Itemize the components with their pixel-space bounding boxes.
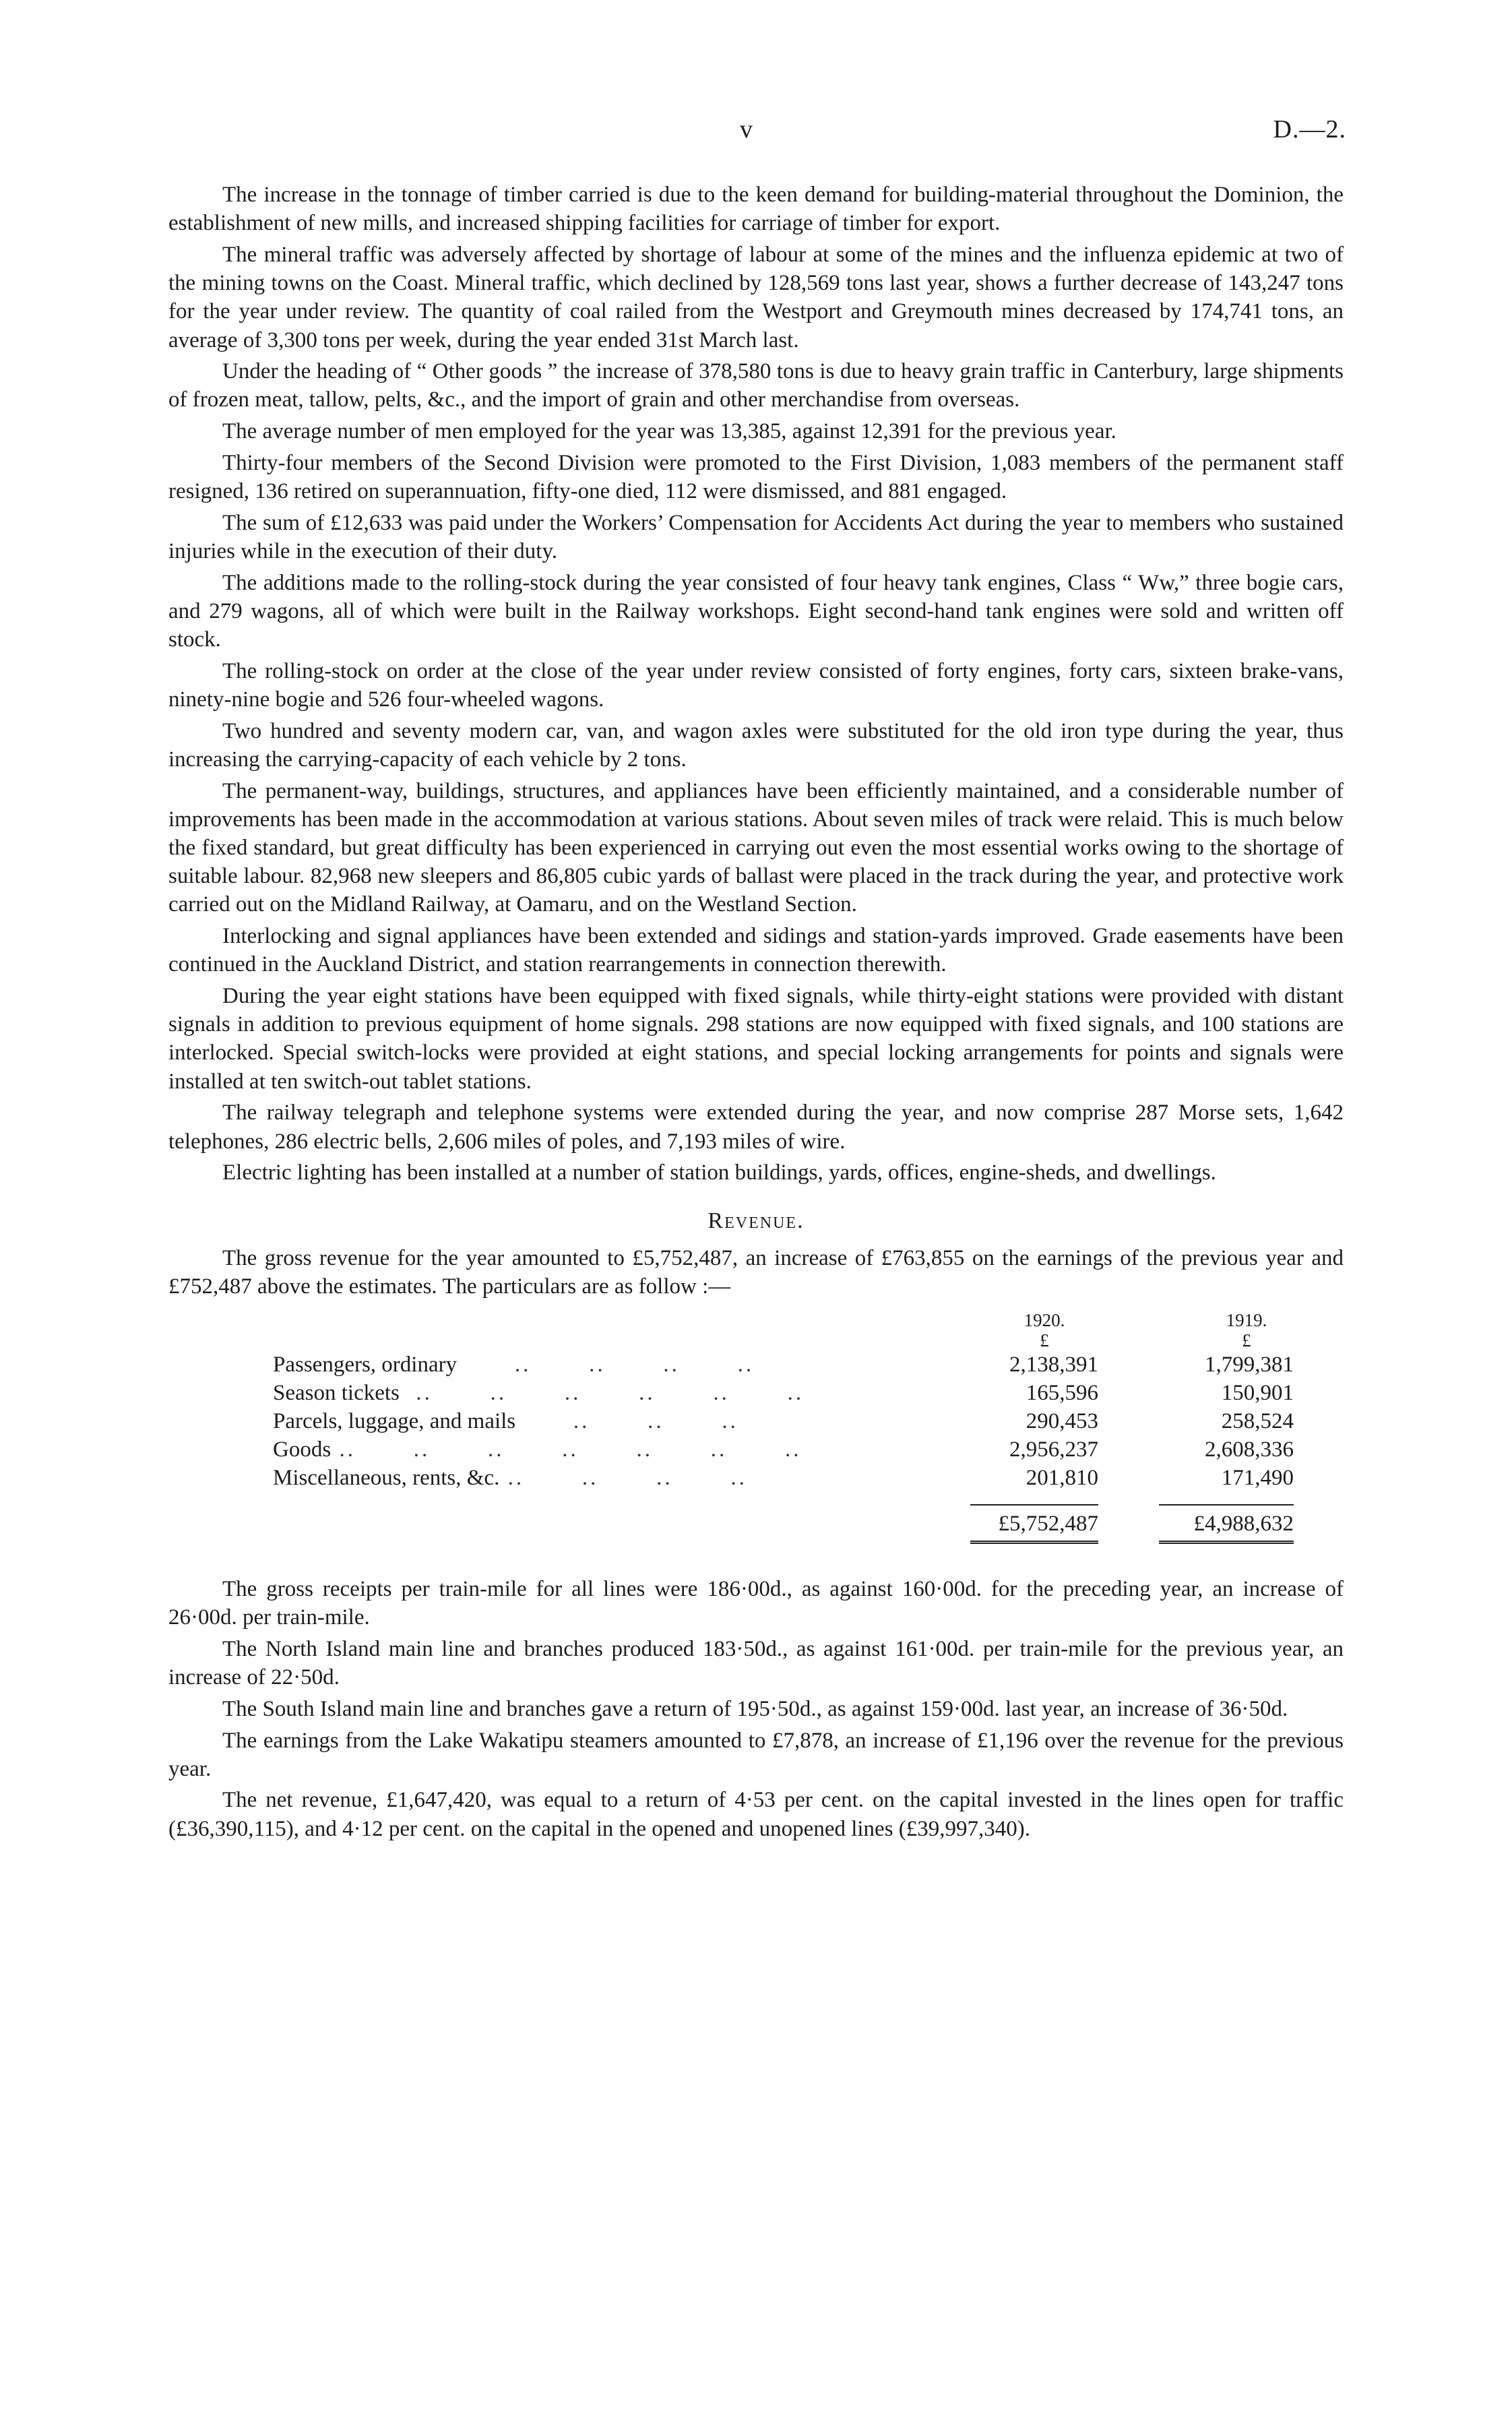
table-row <box>273 1464 1294 1492</box>
table-row <box>273 1351 1294 1379</box>
value-1919: 171,490 <box>1221 1466 1294 1491</box>
unit-1919: £ <box>1242 1330 1251 1351</box>
paragraph-axles: Two hundred and seventy modern car, van, and wagon axles were substituted for the old iron type during the year, thus increasing the carrying-capacity of each vehicle by 2 tons. <box>168 718 1344 772</box>
dot-leader: .. .. .. .. <box>457 1353 755 1377</box>
paragraph-mineral-traffic: The mineral traffic was adversely affected by shortage of labour at some of the mines and the influenza epidemic at two of the mining towns on the Coast. Mineral traffic, which declined by 128,569 tons last year, shows a further decrease of 143,247 tons for the year under review. The quantity of coal railed from the Westport and Greymouth mines decreased by 174,741 tons, an average of 3,300 tons per week, during the year ended 31st March last. <box>168 242 1344 352</box>
paragraph-net-revenue: The net revenue, £1,647,420, was equal to a return of 4·53 per cent. on the capital invested in the lines open for traffic (£36,390,115), and 4·12 per cent. on the capital in the opened and unopened lines (£39,997,340). <box>168 1788 1344 1841</box>
paragraph-permanent-way: The permanent-way, buildings, structures, and appliances have been efficiently maintained, and a considerable number of improvements has been made in the accommodation at various stations. About seven miles of track were relaid. This is much below the fixed standard, but great difficulty has been experienced in carrying out even the most essential works owing to the shortage of suitable labour. 82,968 new sleepers and 86,805 cubic yards of ballast were placed in the track during the year, and protective work carried out on the Midland Railway, at Oamaru, and on the Westland Section. <box>168 778 1344 917</box>
value-1920: 201,810 <box>1026 1466 1098 1491</box>
paragraph-wakatipu-steamers: The earnings from the Lake Wakatipu steamers amounted to £7,878, an increase of £1,196 over the revenue for the previous year. <box>168 1728 1344 1781</box>
paragraph-compensation: The sum of £12,633 was paid under the Workers’ Compensation for Accidents Act during the year to members who sustained injuries while in the execution of their duty. <box>168 510 1344 563</box>
document-reference: D.—2. <box>1273 115 1346 144</box>
unit-1920: £ <box>1040 1330 1049 1351</box>
paragraph-north-island: The North Island main line and branches produced 183·50d., as against 161·00d. per train-mile for the previous year, an increase of 22·50d. <box>168 1636 1344 1690</box>
value-1920: 2,956,237 <box>1009 1437 1098 1462</box>
paragraph-rolling-stock-additions: The additions made to the rolling-stock during the year consisted of four heavy tank engines, Class “ Ww,” three bogie cars, and 279 wagons, all of which were built in the Railway workshops. Eight second-hand tank engines were sold and written off stock. <box>168 570 1344 652</box>
paragraph-south-island: The South Island main line and branches gave a return of 195·50d., as against 159·00d. last year, an increase of 36·50d. <box>222 1696 1288 1721</box>
value-1919: 258,524 <box>1221 1409 1294 1434</box>
paragraph-staff-changes: Thirty-four members of the Second Division were promoted to the First Division, 1,083 members of the permanent staff resigned, 136 retired on superannuation, fifty-one died, 112 were dismissed, and 881 engaged. <box>168 450 1344 504</box>
column-header-1919: 1919. <box>1226 1310 1267 1331</box>
total-1919: £4,988,632 <box>1159 1504 1294 1544</box>
revenue-table <box>273 1310 1294 1552</box>
row-label: Miscellaneous, rents, &c. <box>273 1466 500 1491</box>
table-row <box>273 1435 1294 1464</box>
value-1920: 290,453 <box>1026 1409 1098 1434</box>
value-1920: 165,596 <box>1026 1381 1098 1406</box>
paragraph-electric-lighting: Electric lighting has been installed at a number of station buildings, yards, offices, engine-sheds, and dwellings. <box>222 1160 1216 1185</box>
dot-leader: .. .. .. .. <box>499 1466 747 1491</box>
paragraph-revenue-intro: The gross revenue for the year amounted to £5,752,487, an increase of £763,855 on the earnings of the previous year and £752,487 above the estimates. The particulars are as follow :— <box>168 1245 1344 1299</box>
dot-leader: .. .. .. <box>515 1409 738 1434</box>
revenue-heading: Revenue. <box>707 1208 805 1234</box>
table-unit-row <box>273 1330 1294 1351</box>
value-1920: 2,138,391 <box>1009 1353 1098 1377</box>
dot-leader: .. .. .. .. .. .. .. <box>331 1437 802 1462</box>
value-1919: 2,608,336 <box>1205 1437 1294 1462</box>
value-1919: 1,799,381 <box>1205 1353 1294 1377</box>
report-body <box>168 181 1344 1846</box>
paragraph-interlocking: Interlocking and signal appliances have been extended and sidings and station-yards improved. Grade easements have been continued in the Auckland District, and station rearrangements in connection therewith. <box>168 924 1344 977</box>
total-1920: £5,752,487 <box>970 1504 1098 1544</box>
page-number: v <box>740 115 753 144</box>
paragraph-other-goods: Under the heading of “ Other goods ” the increase of 378,580 tons is due to heavy grain traffic in Canterbury, large shipments of frozen meat, tallow, pelts, &c., and the import of grain and other merchandise from overseas. <box>168 359 1344 412</box>
row-label: Parcels, luggage, and mails <box>273 1409 516 1434</box>
table-total-row <box>273 1492 1294 1552</box>
paragraph-timber: The increase in the tonnage of timber carried is due to the keen demand for building-material throughout the Dominion, the establishment of new mills, and increased shipping facilities for carriage of timber for export. <box>168 183 1344 236</box>
value-1919: 150,901 <box>1221 1381 1294 1406</box>
paragraph-signals: During the year eight stations have been equipped with fixed signals, while thirty-eight stations were provided with distant signals in addition to previous equipment of home signals. 298 stations are now equipped with fixed signals, and 100 stations are interlocked. Special switch-locks were provided at eight stations, and special locking arrangements for points and signals were installed at ten switch-out tablet stations. <box>168 983 1344 1094</box>
paragraph-rolling-stock-order: The rolling-stock on order at the close of the year under review consisted of forty engines, forty cars, sixteen brake-vans, ninety-nine bogie and 526 four-wheeled wagons. <box>168 658 1344 712</box>
dot-leader: .. .. .. .. .. .. <box>399 1381 805 1406</box>
row-label: Season tickets <box>273 1381 400 1406</box>
column-header-1920: 1920. <box>1023 1310 1065 1331</box>
paragraph-telegraph: The railway telegraph and telephone systems were extended during the year, and now comprise 287 Morse sets, 1,642 telephones, 286 electric bells, 2,606 miles of poles, and 7,193 miles of wire. <box>168 1100 1344 1154</box>
paragraph-men-employed: The average number of men employed for the year was 13,385, against 12,391 for the previous year. <box>222 419 1116 444</box>
page-header <box>0 115 1512 148</box>
table-row <box>273 1379 1294 1407</box>
table-header-row <box>273 1310 1294 1330</box>
row-label: Passengers, ordinary <box>273 1353 458 1377</box>
paragraph-gross-receipts: The gross receipts per train-mile for all lines were 186·00d., as against 160·00d. for the preceding year, an increase of 26·00d. per train-mile. <box>168 1577 1344 1630</box>
row-label: Goods <box>273 1437 332 1462</box>
table-row <box>273 1407 1294 1435</box>
